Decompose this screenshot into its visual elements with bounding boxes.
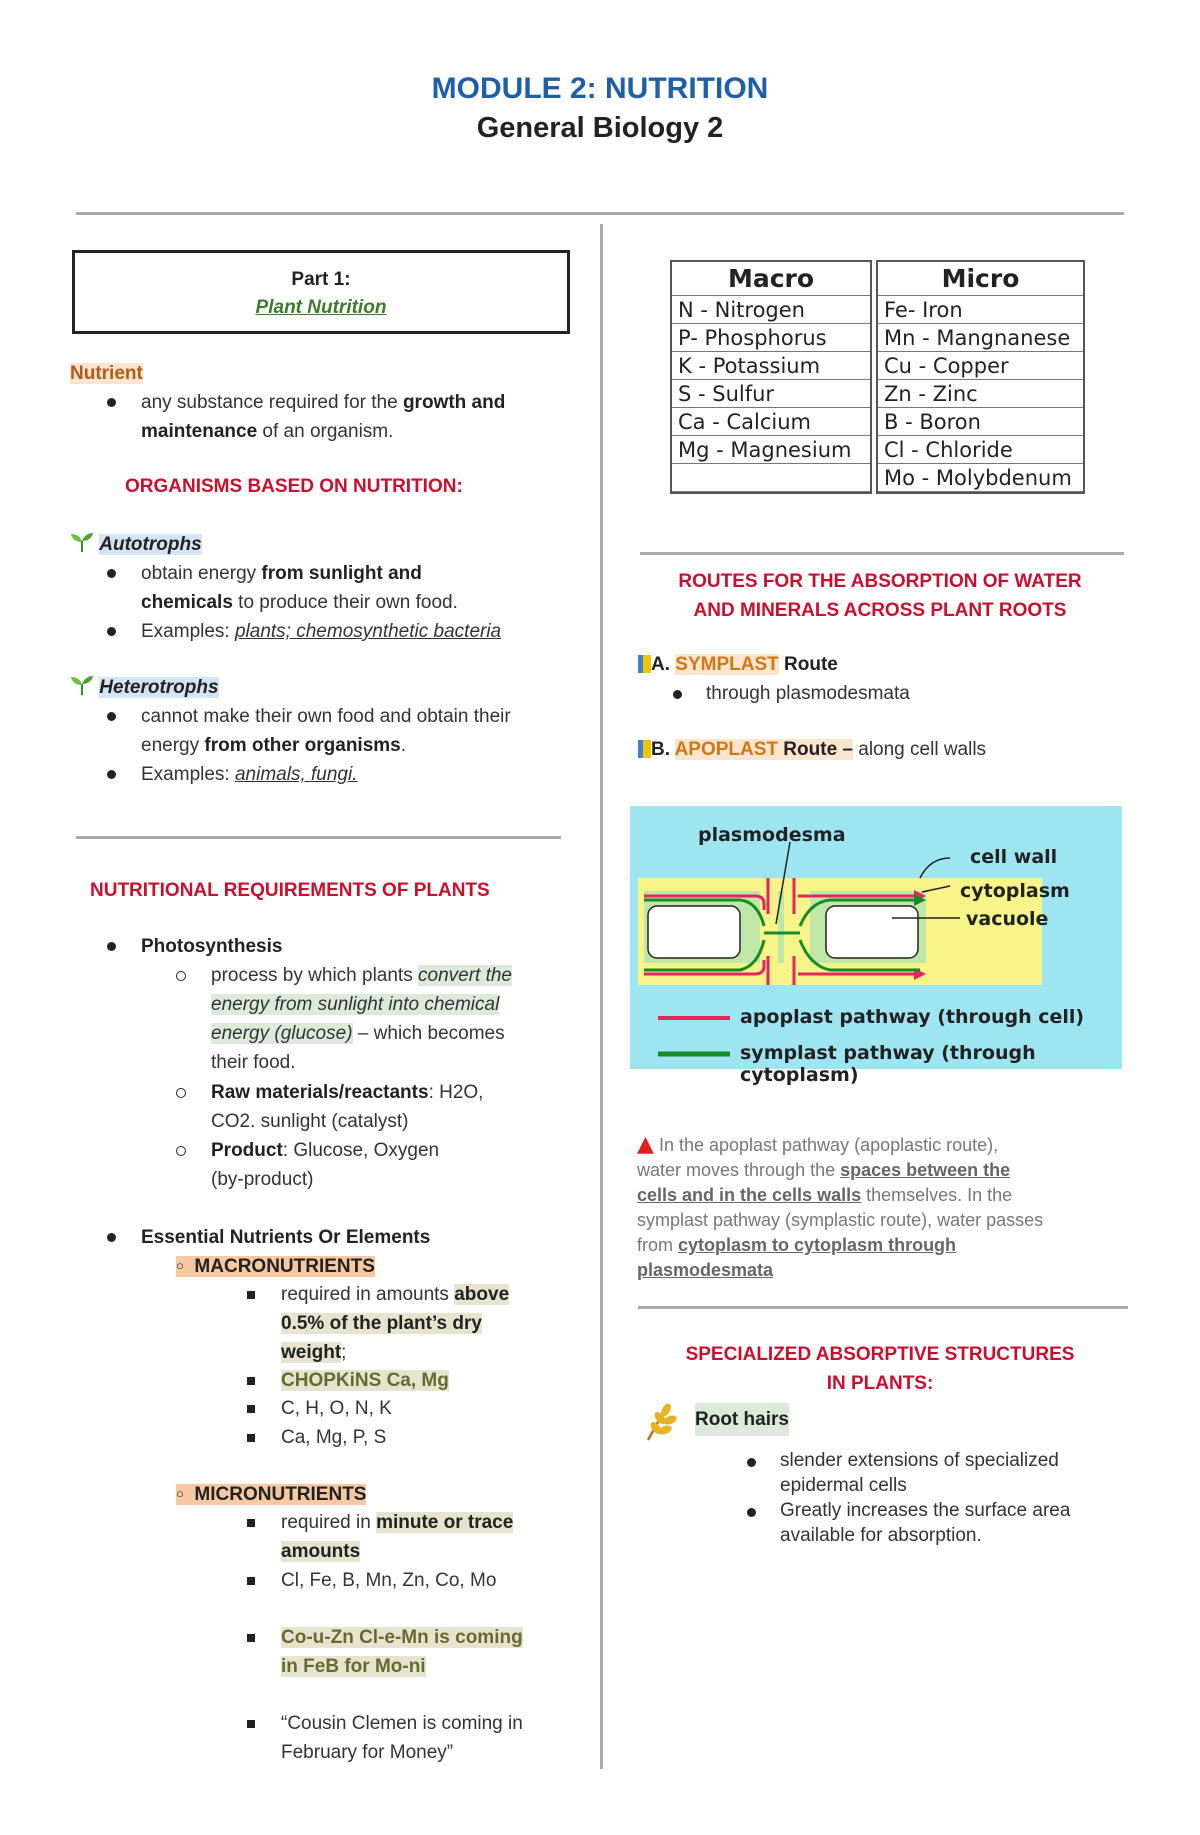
bullet: [673, 690, 682, 699]
micro-element-row: B - Boron: [878, 408, 1083, 436]
pathway-note: ▲ In the apoplast pathway (apoplastic route), water moves through the spaces between the cells and in the cells walls themselves. In the symplast pathway (symplastic route), water passes from cytoplasm to cytoplasm through plasmodesmata: [637, 1132, 1044, 1280]
autotrophs-heading: Autotrophs: [70, 530, 202, 559]
bullet: [107, 398, 116, 407]
micro-element-row: Cl - Chloride: [878, 436, 1083, 464]
square-bullet: [247, 1291, 255, 1299]
micro-element-row: Fe- Iron: [878, 296, 1083, 324]
macro-requirement: required in amounts above 0.5% of the plant’s dry weight;: [281, 1284, 510, 1363]
macro-element-row: Mg - Magnesium: [672, 436, 870, 464]
micro-element-row: Mn - Mangnanese: [878, 324, 1083, 352]
square-bullet: [247, 1634, 255, 1642]
micronutrients-label: ○ MICRONUTRIENTS: [176, 1484, 367, 1505]
section-divider: [638, 1306, 1128, 1309]
photosynthesis-definition: process by which plants convert the energy from sunlight into chemical energy (glucose) – which becomes their food.: [211, 965, 512, 1073]
macro-element-row: [672, 464, 870, 492]
micro-requirement: required in minute or trace amounts: [281, 1512, 514, 1562]
macro-element-row: Ca - Calcium: [672, 408, 870, 436]
autotrophs-examples: Examples: plants; chemosynthetic bacteria: [141, 621, 502, 642]
bullet: [107, 712, 116, 721]
bullet: [107, 770, 116, 779]
micro-element-row: Mo - Molybdenum: [878, 464, 1083, 492]
square-bullet: [247, 1434, 255, 1442]
bullet: [107, 627, 116, 636]
macro-list-2: Ca, Mg, P, S: [281, 1427, 387, 1448]
heterotrophs-heading: Heterotrophs: [70, 673, 219, 702]
root-hairs-title: Root hairs: [695, 1398, 789, 1442]
bullet: [747, 1508, 756, 1517]
macro-mnemonic: CHOPKiNS Ca, Mg: [281, 1370, 449, 1391]
essential-nutrients-title: Essential Nutrients Or Elements: [141, 1227, 431, 1248]
macro-element-row: K - Potassium: [672, 352, 870, 380]
part-box: [72, 250, 570, 334]
cytoplasm-label: cytoplasm: [960, 880, 1070, 902]
bullet: [107, 569, 116, 578]
photosynthesis-title: Photosynthesis: [141, 936, 283, 957]
micro-elements-table: [876, 260, 1085, 494]
micro-mnemonic-phrase: “Cousin Clemen is coming in February for Money”: [281, 1713, 523, 1763]
micro-mnemonic: Co-u-Zn Cl-e-Mn is coming in FeB for Mo-ni: [281, 1627, 523, 1677]
section-divider: [640, 552, 1124, 555]
pushpin-icon: ▲: [637, 1132, 654, 1157]
square-bullet: [247, 1405, 255, 1413]
cell-wall-label: cell wall: [970, 846, 1058, 868]
photosynthesis-raw-materials: Raw materials/reactants: H2O, CO2. sunlight (catalyst): [211, 1082, 484, 1132]
macro-element-row: P- Phosphorus: [672, 324, 870, 352]
micro-element-row: Cu - Copper: [878, 352, 1083, 380]
nutrient-definition: any substance required for the growth and maintenance of an organism.: [141, 392, 506, 442]
nutrient-term: Nutrient: [70, 363, 143, 384]
column-divider: [600, 224, 603, 1769]
macro-list-1: C, H, O, N, K: [281, 1398, 392, 1419]
micro-list: Cl, Fe, B, Mn, Zn, Co, Mo: [281, 1570, 497, 1591]
autotrophs-energy: obtain energy from sunlight and chemicals to produce their own food.: [141, 563, 458, 613]
organisms-heading: ORGANISMS BASED ON NUTRITION:: [125, 476, 463, 497]
routes-heading: ROUTES FOR THE ABSORPTION OF WATER AND MINERALS ACROSS PLANT ROOTS: [678, 571, 1082, 621]
photosynthesis-product: Product: Glucose, Oxygen (by-product): [211, 1140, 440, 1190]
square-bullet: [247, 1720, 255, 1728]
symplast-detail: through plasmodesmata: [706, 683, 910, 704]
macro-element-row: N - Nitrogen: [672, 296, 870, 324]
micro-element-row: Zn - Zinc: [878, 380, 1083, 408]
circle-bullet: [176, 1146, 186, 1156]
macro-header: Macro: [672, 262, 870, 296]
specialized-heading: SPECIALIZED ABSORPTIVE STRUCTURES IN PLANTS:: [685, 1344, 1075, 1394]
document-title: MODULE 2: NUTRITION: [431, 72, 769, 105]
macro-elements-table: [670, 260, 872, 494]
part-label: Part 1:: [291, 269, 351, 290]
heterotrophs-energy: cannot make their own food and obtain their energy from other organisms.: [141, 706, 511, 756]
document-subtitle: General Biology 2: [476, 112, 724, 144]
root-hairs-detail-1: slender extensions of specialized epidermal cells: [780, 1450, 1059, 1496]
square-bullet: [247, 1519, 255, 1527]
apoplast-legend: apoplast pathway (through cell): [740, 1006, 1085, 1028]
seedling-icon: [70, 674, 94, 696]
circle-bullet: [176, 1088, 186, 1098]
vacuole-label: vacuole: [966, 908, 1049, 930]
symplast-legend: symplast pathway (through cytoplasm): [740, 1042, 1036, 1086]
micro-header: Micro: [878, 262, 1083, 296]
bullet: [747, 1458, 756, 1467]
apoplast-route: B. APOPLAST Route – along cell walls: [638, 735, 986, 764]
bullet: [107, 942, 116, 951]
square-bullet: [247, 1577, 255, 1585]
bullet: [107, 1233, 116, 1242]
part-title: Plant Nutrition: [255, 297, 387, 318]
square-bullet: [247, 1377, 255, 1385]
plasmodesma-label: plasmodesma: [698, 824, 846, 846]
header-divider: [76, 212, 1124, 215]
bookmark-icon: [638, 740, 651, 758]
root-hairs-detail-2: Greatly increases the surface area available for absorption.: [780, 1500, 1071, 1546]
macro-element-row: S - Sulfur: [672, 380, 870, 408]
symplast-route: A. SYMPLAST Route: [638, 650, 838, 679]
bookmark-icon: [638, 655, 651, 673]
requirements-heading: NUTRITIONAL REQUIREMENTS OF PLANTS: [90, 880, 490, 901]
heterotrophs-examples: Examples: animals, fungi.: [141, 764, 358, 785]
circle-bullet: [176, 971, 186, 981]
section-divider: [76, 836, 561, 839]
root-pathway-diagram: [630, 806, 1122, 1086]
wheat-icon: [638, 1398, 682, 1442]
seedling-icon: [70, 531, 94, 553]
macronutrients-label: ○ MACRONUTRIENTS: [176, 1256, 375, 1277]
